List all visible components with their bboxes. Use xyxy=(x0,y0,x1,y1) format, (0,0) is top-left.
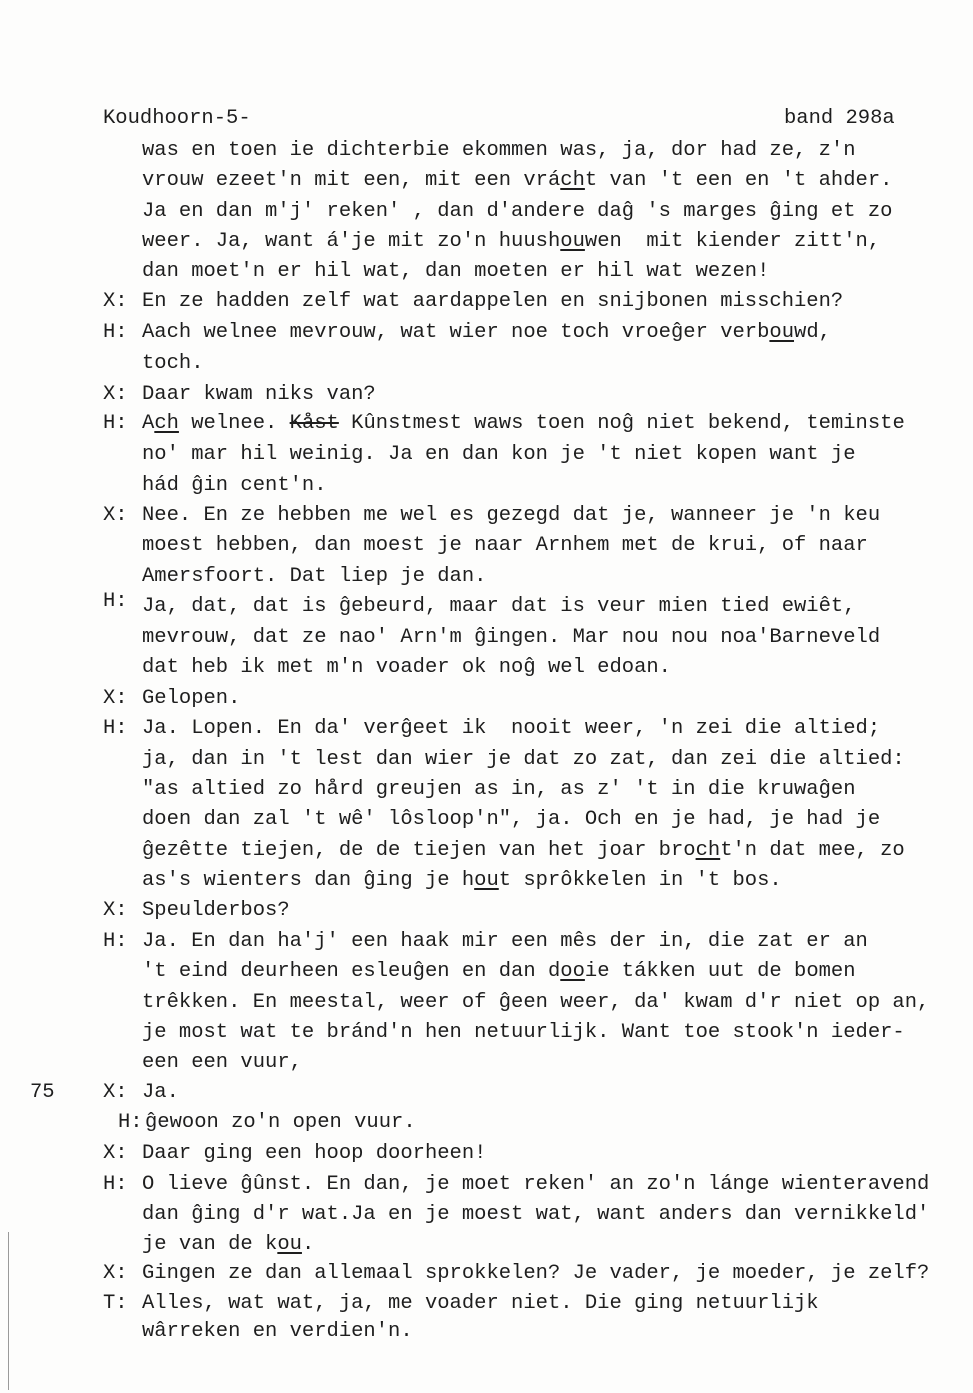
text-segment: Amersfoort. Dat liep je dan. xyxy=(142,565,487,588)
transcript-line xyxy=(0,230,973,254)
line-text xyxy=(142,139,856,163)
transcript-line xyxy=(0,352,973,376)
text-segment: je most wat te bránd'n hen netuurlijk. Want toe stook'n ieder- xyxy=(142,1021,905,1044)
transcript-line xyxy=(0,474,973,498)
text-segment: Alles, wat wat, ja, me voader niet. Die ging netuurlijk xyxy=(142,1292,819,1315)
speaker-label: H: xyxy=(103,930,128,953)
line-text xyxy=(142,412,905,436)
text-segment: Daar ging een hoop doorheen! xyxy=(142,1142,487,1165)
speaker-label: H: xyxy=(103,1173,128,1196)
text-segment: Aach welnee mevrouw, wat wier noe toch vroeĝer verb xyxy=(142,321,770,344)
transcript-line xyxy=(0,1142,973,1166)
line-text xyxy=(145,1111,416,1135)
struck-out-text: Kåst xyxy=(289,412,339,435)
text-segment: toch. xyxy=(142,352,204,375)
underlined-text: ou xyxy=(277,1233,302,1256)
text-segment: mevrouw, dat ze nao' Arn'm ĝingen. Mar nou nou noa'Barneveld xyxy=(142,626,881,649)
line-text xyxy=(142,1173,929,1197)
transcript-line xyxy=(0,656,973,680)
text-segment: En ze hadden zelf wat aardappelen en snijbonen misschien? xyxy=(142,290,844,313)
transcript-line xyxy=(0,808,973,832)
text-segment: ie tákken uut de bomen xyxy=(584,960,856,983)
text-segment: wen mit kiender zitt'n, xyxy=(584,230,881,253)
line-text xyxy=(142,930,868,954)
text-segment: je van de k xyxy=(142,1233,278,1256)
transcript-line xyxy=(0,869,973,893)
line-text xyxy=(142,1051,302,1075)
speaker-label: X: xyxy=(103,1262,128,1285)
transcript-line xyxy=(0,260,973,284)
transcript-line xyxy=(0,1320,973,1344)
line-text xyxy=(142,321,831,345)
transcript-line xyxy=(0,139,973,163)
tape-reference: band 298a xyxy=(784,107,895,130)
line-text xyxy=(142,991,929,1015)
underlined-text: ou xyxy=(474,869,499,892)
speaker-label: X: xyxy=(103,687,128,710)
line-text xyxy=(142,808,880,832)
line-text xyxy=(142,899,290,923)
text-segment: hád ĝin cent'n. xyxy=(142,474,327,497)
line-text xyxy=(142,565,486,589)
transcript-line xyxy=(0,899,973,923)
line-text xyxy=(142,290,843,314)
text-segment: ĝezêtte tiejen, de de tiejen van het joar bro xyxy=(142,839,696,862)
text-segment: Ja, dat, dat is ĝebeurd, maar dat is veur mien tied ewiêt, xyxy=(142,595,856,618)
transcript-line xyxy=(0,748,973,772)
text-segment: "as altied zo hård greujen as in, as z' 't in die kruwaĝen xyxy=(142,778,856,801)
transcript-line xyxy=(0,412,973,436)
transcript-line xyxy=(0,565,973,589)
transcript-line xyxy=(0,383,973,407)
speaker-label: X: xyxy=(103,290,128,313)
transcript-line xyxy=(0,290,973,314)
transcript-line xyxy=(0,1173,973,1197)
line-text xyxy=(142,839,905,863)
line-text xyxy=(142,626,880,650)
text-segment: Ja. xyxy=(142,1081,179,1104)
underlined-text: ch xyxy=(154,412,179,435)
text-segment: vrouw ezeet'n mit een, mit een vrá xyxy=(142,169,561,192)
line-text xyxy=(142,504,880,528)
margin-line-number: 75 xyxy=(30,1081,55,1104)
line-text xyxy=(142,960,856,984)
text-segment: t sprôkkelen in 't bos. xyxy=(498,869,782,892)
text-segment: weer. Ja, want á'je mit zo'n huush xyxy=(142,230,561,253)
transcript-line xyxy=(0,1021,973,1045)
underlined-text: ch xyxy=(560,169,585,192)
line-text xyxy=(142,1142,486,1166)
text-segment: A xyxy=(142,412,155,435)
text-segment: Speulderbos? xyxy=(142,899,290,922)
underlined-text: oo xyxy=(560,960,585,983)
transcript-line xyxy=(0,717,973,741)
transcript-line xyxy=(0,960,973,984)
text-segment: Daar kwam niks van? xyxy=(142,383,376,406)
text-segment: was en toen ie dichterbie ekommen was, ja, dor had ze, z'n xyxy=(142,139,856,162)
text-segment: wd, xyxy=(794,321,831,344)
text-segment: t'n dat mee, zo xyxy=(720,839,905,862)
line-text xyxy=(142,748,905,772)
text-segment: dan ĝing d'r wat.Ja en je moest wat, want anders dan vernikkeld' xyxy=(142,1203,930,1226)
text-segment: dat heb ik met m'n voader ok noĝ wel edoan. xyxy=(142,656,671,679)
speaker-label: H: xyxy=(103,717,128,740)
transcript-line xyxy=(0,1262,973,1286)
speaker-label: X: xyxy=(103,899,128,922)
text-segment: Gelopen. xyxy=(142,687,241,710)
text-segment: . xyxy=(301,1233,315,1256)
speaker-label: H: xyxy=(103,590,128,613)
speaker-label: H: xyxy=(118,1111,143,1134)
text-segment: t van 't een en 't ahder. xyxy=(584,169,893,192)
text-segment: moest hebben, dan moest je naar Arnhem met de krui, of naar xyxy=(142,534,868,557)
line-text xyxy=(142,1292,819,1316)
text-segment: as's wienters dan ĝing je h xyxy=(142,869,475,892)
line-text xyxy=(142,595,856,619)
transcript-line xyxy=(0,443,973,467)
speaker-label: X: xyxy=(103,504,128,527)
transcript-line xyxy=(0,626,973,650)
line-text xyxy=(142,1203,929,1227)
line-text xyxy=(142,869,782,893)
line-text xyxy=(142,1233,314,1257)
underlined-text: ou xyxy=(560,230,585,253)
underlined-text: ou xyxy=(769,321,795,344)
line-text xyxy=(142,717,880,741)
line-text xyxy=(142,260,769,284)
transcript-line xyxy=(0,504,973,528)
text-segment: Ja en dan m'j' reken' , dan d'andere daĝ 's marges ĝing et zo xyxy=(142,200,893,223)
text-segment: welnee. xyxy=(178,412,290,435)
transcript-line xyxy=(0,169,973,193)
text-segment: Gingen ze dan allemaal sprokkelen? Je vader, je moeder, je zelf? xyxy=(142,1262,930,1285)
transcript-line xyxy=(0,534,973,558)
line-text xyxy=(142,1262,929,1286)
text-segment: Ja. Lopen. En da' verĝeet ik nooit weer, 'n zei die altied; xyxy=(142,717,881,740)
transcript-line xyxy=(0,991,973,1015)
transcript-line xyxy=(0,1292,973,1316)
line-text xyxy=(142,169,892,193)
transcript-line xyxy=(0,778,973,802)
text-segment: Kûnstmest waws toen noĝ niet bekend, teminste xyxy=(338,412,905,435)
document-title: Koudhoorn-5- xyxy=(103,107,251,130)
text-segment: ja, dan in 't lest dan wier je dat zo zat, dan zei die altied: xyxy=(142,748,905,771)
text-segment: no' mar hil weinig. Ja en dan kon je 't niet kopen want je xyxy=(142,443,856,466)
underlined-text: ch xyxy=(695,839,721,862)
text-segment: 't eind deurheen esleuĝen en dan d xyxy=(142,960,561,983)
text-segment: dan moet'n er hil wat, dan moeten er hil wat wezen! xyxy=(142,260,770,283)
speaker-label: H: xyxy=(103,412,128,435)
transcript-line xyxy=(0,590,973,619)
speaker-label: T: xyxy=(103,1292,128,1315)
transcript-line xyxy=(0,687,973,711)
line-text xyxy=(142,230,880,254)
line-text xyxy=(142,534,868,558)
line-text xyxy=(142,352,204,376)
transcript-line xyxy=(0,1051,973,1075)
line-text xyxy=(142,687,240,711)
transcript-line xyxy=(0,200,973,224)
transcript-line xyxy=(0,1203,973,1227)
speaker-label: X: xyxy=(103,1081,128,1104)
transcript-line xyxy=(0,321,973,345)
line-text xyxy=(142,778,856,802)
line-text xyxy=(142,474,327,498)
text-segment: wârreken en verdien'n. xyxy=(142,1320,413,1343)
transcript-line xyxy=(0,839,973,863)
transcript-line xyxy=(0,930,973,954)
text-segment: O lieve ĝûnst. En dan, je moet reken' an zo'n lánge wienteravend xyxy=(142,1173,930,1196)
text-segment: ĝewoon zo'n open vuur. xyxy=(145,1111,416,1134)
line-text xyxy=(142,383,376,407)
text-segment: trêkken. En meestal, weer of ĝeen weer, da' kwam d'r niet op an, xyxy=(142,991,930,1014)
text-segment: Ja. En dan ha'j' een haak mir een mês der in, die zat er an xyxy=(142,930,868,953)
line-text xyxy=(142,443,856,467)
line-text xyxy=(142,656,671,680)
speaker-label: X: xyxy=(103,1142,128,1165)
line-text xyxy=(142,1021,905,1045)
transcript-line xyxy=(0,1111,973,1135)
text-segment: een een vuur, xyxy=(142,1051,302,1074)
speaker-label: H: xyxy=(103,321,128,344)
speaker-label: X: xyxy=(103,383,128,406)
line-text xyxy=(142,1081,179,1105)
line-text xyxy=(142,200,892,224)
transcript-line xyxy=(0,1233,973,1257)
line-text xyxy=(142,1320,413,1344)
text-segment: Nee. En ze hebben me wel es gezegd dat je, wanneer je 'n keu xyxy=(142,504,881,527)
text-segment: doen dan zal 't wê' lôsloop'n", ja. Och en je had, je had je xyxy=(142,808,881,831)
transcript-line xyxy=(0,1081,973,1105)
